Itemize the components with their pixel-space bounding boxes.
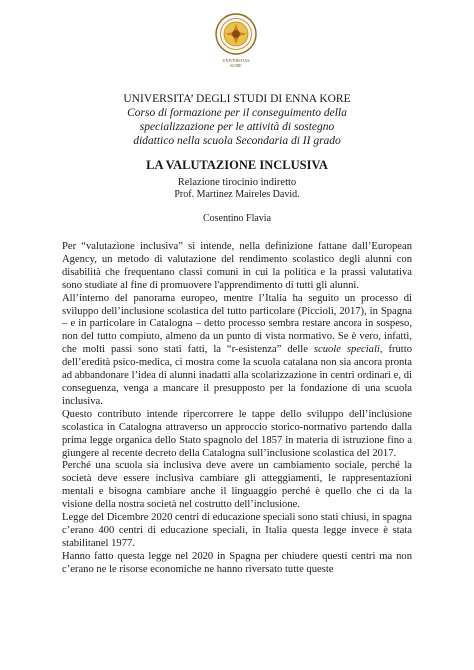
svg-text:KORE: KORE: [230, 63, 242, 68]
paragraph-4: Perché una scuola sia inclusiva deve avere un cambiamento sociale, perché la società deve essere inclusiva cambiare gli atteggiamenti, le rappresentazioni mentali e bisogna cambiare anche il linguaggio perché è quello che ci da la visione della nostra società nel costrutto dell’inclusione.: [62, 460, 412, 511]
course-line-1: Corso di formazione per il conseguimento della: [127, 107, 347, 119]
svg-text:UNIVERSITAS: UNIVERSITAS: [222, 58, 250, 63]
seal-icon: [214, 12, 258, 70]
university-seal-logo: [214, 12, 258, 70]
paragraph-1: Per “valutazione inclusiva” si intende, nella definizione fattane dall’European Agency, un metodo di valutazione del rendimento scolastico degli alunni con disabilità che frequentano classi comuni in cui la politica e la prassi valutativa sono studiate al fine di promuovere l'apprendimento di tutti gli alunni.: [62, 241, 412, 291]
body-text: [62, 241, 412, 577]
university-name: UNIVERSITA’ DEGLI STUDI DI ENNA KORE: [123, 93, 351, 105]
paragraph-2-part-2: , frutto dell’eredità psico-medica, ci mostra come la scuola catalana non sia ancora pronta ad abbandonare l’idea di alunni inadatti alla scolarizzazione in centri ordinari e, di conseguenza, venga a mancare il presupposto per la fondazione di una scuola inclusiva.: [62, 344, 412, 407]
paragraph-2-italic: scuole speciali: [313, 344, 380, 356]
document-subtitle: Relazione tirocinio indiretto: [177, 177, 297, 188]
paragraph-2-part-1: All’interno del panorama europeo, mentre l’Italia ha seguito un processo di sviluppo dell’inclusione scolastica del tutto particolare (Piccioli, 2017), in Spagna – e in particolare in Catalogna – detto processo sembra restare ancora in sospeso, non del tutto compiuto, almeno da un punto di vista normativo. Se è vero, infatti, che molti passi sono stati fatti, la “r-esistenza” delle: [62, 292, 412, 356]
title-block: [60, 158, 414, 225]
document-title: LA VALUTAZIONE INCLUSIVA: [146, 158, 328, 172]
author-name: Cosentino Flavia: [202, 213, 272, 224]
course-line-2: specializzazione per le attività di sostegno: [139, 121, 335, 133]
paragraph-3: Questo contributo intende ripercorrere le tappe dello sviluppo dell’inclusione scolastica in Catalogna attraverso un approccio storico-normativo partendo dalla prima legge organica dello Stato spagnolo del 1857 in materia di istruzione fino a giungere al recente decreto della Catalogna sull’inclusione scolastica del 2017.: [62, 408, 412, 459]
professor-name: Prof. Martinez Maireles David.: [174, 189, 300, 200]
university-header: [60, 92, 414, 148]
paragraph-2: [62, 293, 412, 409]
paragraph-6: Hanno fatto questa legge nel 2020 in Spagna per chiudere questi centri ma non c’erano ne le risorse economiche ne hanno riversato tutte queste: [62, 550, 412, 575]
course-line-3: didattico nella scuola Secondaria di II grado: [133, 135, 341, 147]
paragraph-5: Legge del Dicembre 2020 centri di educazione speciali sono stati chiusi, in spagna c’erano 400 centri di educazione speciali, in Italia questa legge invece è stata stabilitanel 1977.: [62, 512, 412, 549]
